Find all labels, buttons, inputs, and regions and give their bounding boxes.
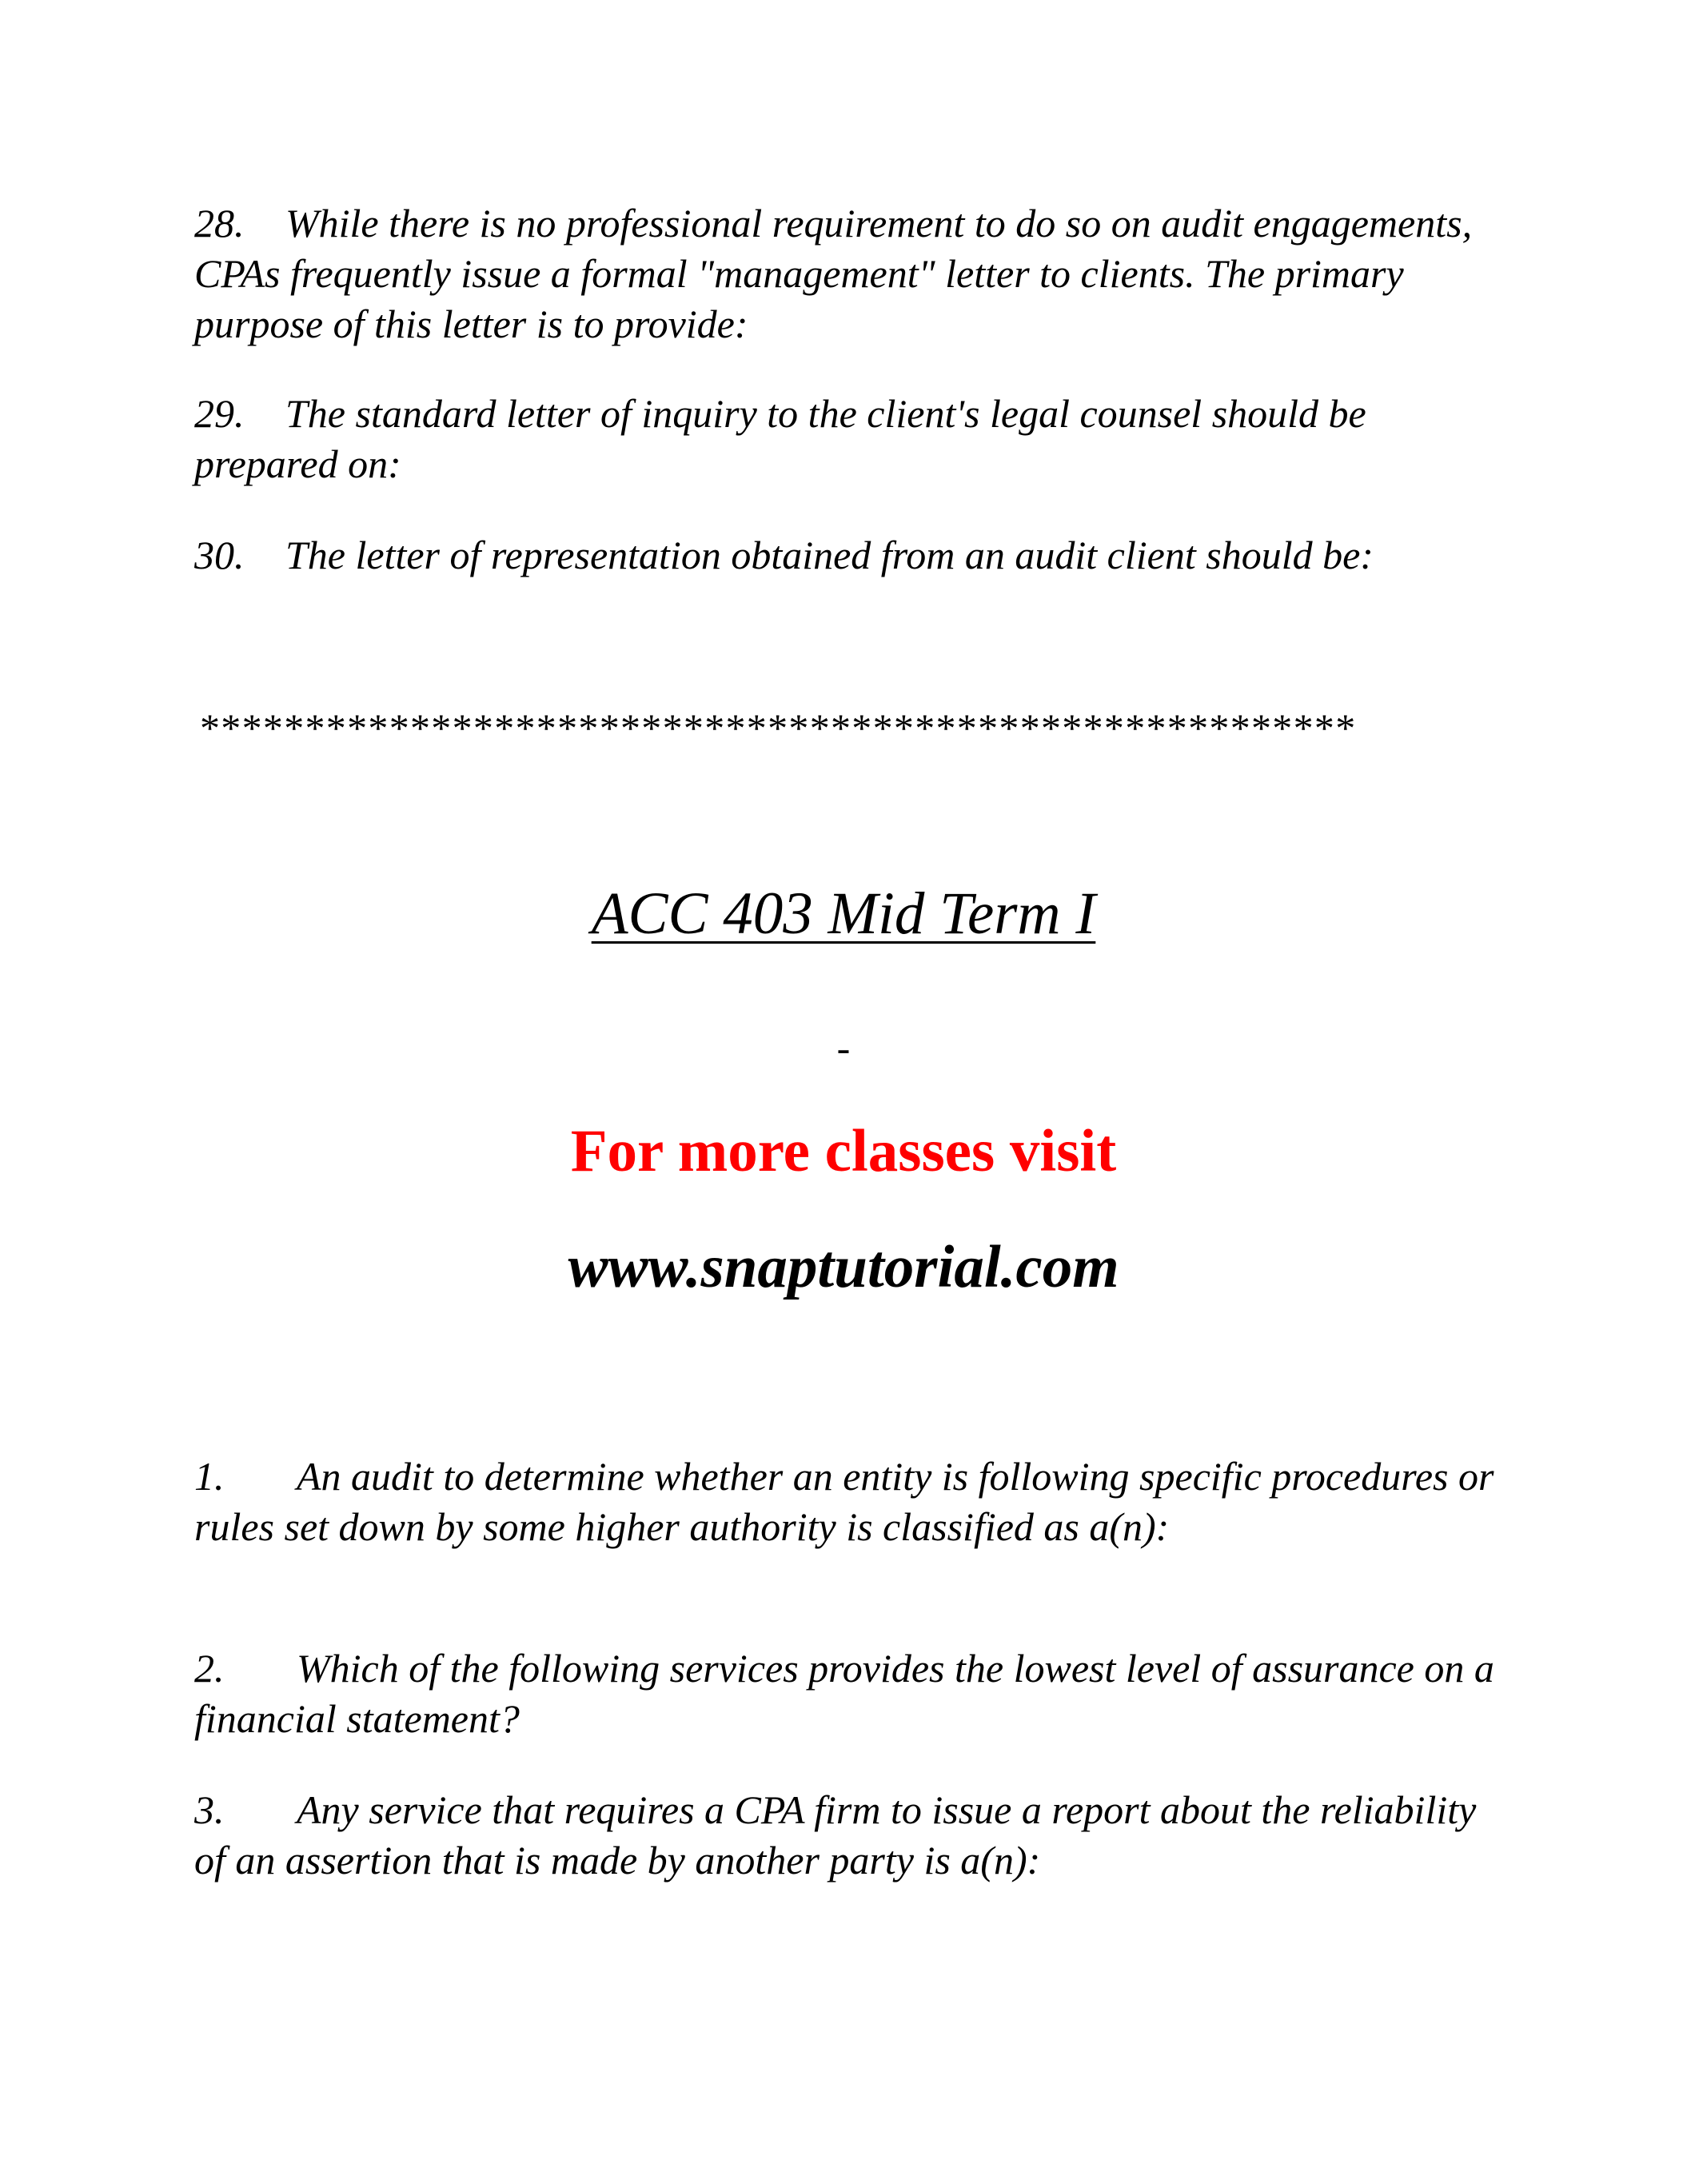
separator-stars: *******************************************************	[200, 705, 1357, 750]
question-text: An audit to determine whether an entity is following specific procedures or rules set down by some higher authority is classified as a(n):	[194, 1454, 1494, 1549]
question-3	[194, 1785, 1506, 1886]
question-number: 28.	[194, 201, 245, 246]
question-text: The standard letter of inquiry to the client's legal counsel should be prepared on:	[194, 391, 1366, 486]
question-text: While there is no professional requirement to do so on audit engagements, CPAs frequently issue a formal "management" letter to clients. The primary purpose of this letter is to provide:	[194, 201, 1473, 346]
promo-text: For more classes visit	[570, 1118, 1117, 1184]
question-number: 3.	[194, 1787, 225, 1832]
question-29	[194, 389, 1506, 489]
question-2	[194, 1643, 1506, 1744]
section-title	[0, 878, 1687, 950]
website-link[interactable]: www.snaptutorial.com	[568, 1234, 1119, 1300]
question-text: Which of the following services provides the lowest level of assurance on a financial statement?	[194, 1646, 1494, 1741]
question-28	[194, 198, 1506, 349]
question-number: 30.	[194, 533, 245, 577]
section-title-text: ACC 403 Mid Term I	[591, 880, 1096, 947]
question-30	[194, 530, 1506, 581]
question-number: 29.	[194, 391, 245, 436]
question-number: 1.	[194, 1454, 225, 1499]
question-1	[194, 1451, 1506, 1552]
question-number: 2.	[194, 1646, 225, 1691]
dash-separator: -	[836, 1025, 851, 1070]
question-text: The letter of representation obtained from an audit client should be:	[285, 533, 1374, 577]
question-text: Any service that requires a CPA firm to issue a report about the reliability of an assertion that is made by another party is a(n):	[194, 1787, 1477, 1883]
